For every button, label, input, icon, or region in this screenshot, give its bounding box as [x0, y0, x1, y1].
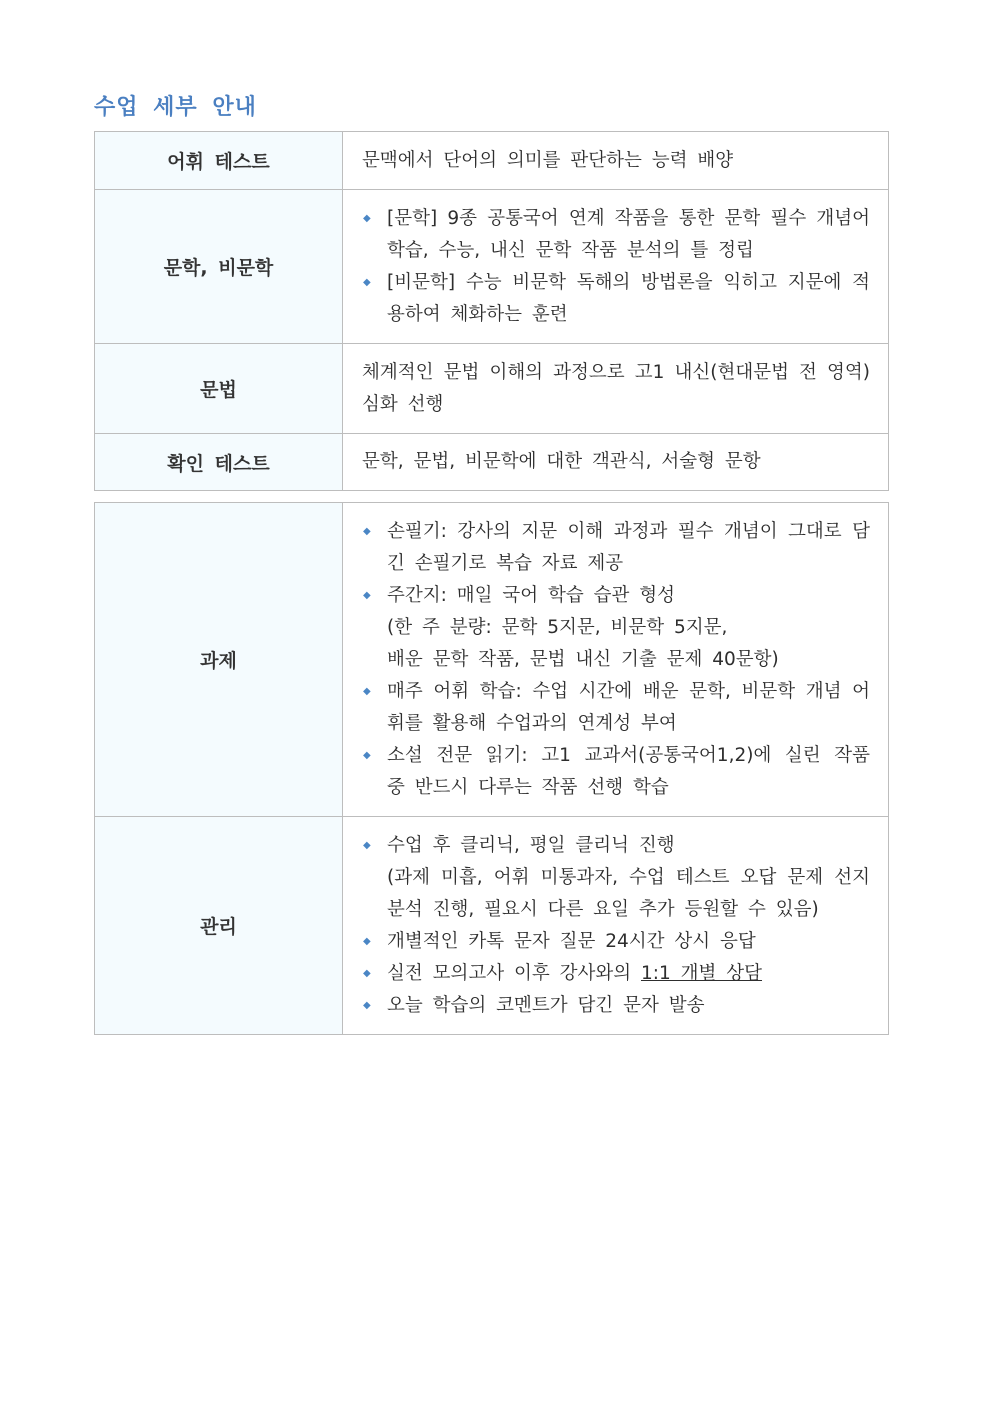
- bullet-text: 손필기: 강사의 지문 이해 과정과 필수 개념이 그대로 담긴 손필기로 복습 자료 제공: [387, 520, 870, 574]
- literature-bullet-list: [362, 203, 870, 331]
- list-item: [362, 580, 870, 676]
- bullet-text: 주간지: 매일 국어 학습 습관 형성: [387, 584, 675, 606]
- list-item: [362, 203, 870, 267]
- diamond-bullet-icon: ◆: [363, 935, 371, 947]
- table-row-literature: [95, 190, 889, 344]
- bullet-text: 실전 모의고사 이후 강사와의: [387, 962, 641, 984]
- row-content-literature: [343, 190, 889, 344]
- diamond-bullet-icon: ◆: [363, 967, 371, 979]
- homework-management-table: [94, 502, 889, 1035]
- list-item: [362, 676, 870, 740]
- row-label-management: 관리: [95, 817, 343, 1035]
- list-item: [362, 990, 870, 1022]
- bullet-text: 매주 어휘 학습: 수업 시간에 배운 문학, 비문학 개념 어휘를 활용해 수업과의 연계성 부여: [387, 680, 870, 734]
- diamond-bullet-icon: ◆: [363, 212, 371, 224]
- bullet-text: 수업 후 클리닉, 평일 클리닉 진행: [387, 834, 675, 856]
- row-content-check-test: 문학, 문법, 비문학에 대한 객관식, 서술형 문항: [343, 434, 889, 491]
- bullet-text: 오늘 학습의 코멘트가 담긴 문자 발송: [387, 994, 705, 1016]
- diamond-bullet-icon: ◆: [363, 999, 371, 1011]
- row-content-vocab-test: 문맥에서 단어의 의미를 판단하는 능력 배양: [343, 132, 889, 190]
- bullet-text: [문학] 9종 공통국어 연계 작품을 통한 문학 필수 개념어 학습, 수능, 내신 문학 작품 분석의 틀 정립: [387, 207, 870, 261]
- table-row-check-test: [95, 434, 889, 491]
- row-label-grammar: 문법: [95, 344, 343, 434]
- bullet-text: [비문학] 수능 비문학 독해의 방법론을 익히고 지문에 적용하여 체화하는 훈련: [387, 271, 870, 325]
- list-item: [362, 740, 870, 804]
- section-title: 수업 세부 안내: [94, 95, 257, 120]
- bullet-subtext: (한 주 분량: 문학 5지문, 비문학 5지문,: [387, 616, 728, 638]
- list-item: [362, 267, 870, 331]
- diamond-bullet-icon: ◆: [363, 276, 371, 288]
- diamond-bullet-icon: ◆: [363, 589, 371, 601]
- table-row-vocab-test: [95, 132, 889, 190]
- row-content-management: [343, 817, 889, 1035]
- table-row-homework: [95, 503, 889, 817]
- class-detail-table: [94, 131, 889, 491]
- row-content-homework: [343, 503, 889, 817]
- diamond-bullet-icon: ◆: [363, 749, 371, 761]
- row-content-grammar: 체계적인 문법 이해의 과정으로 고1 내신(현대문법 전 영역) 심화 선행: [343, 344, 889, 434]
- underlined-consult-text: 1:1 개별 상담: [640, 962, 763, 984]
- row-label-check-test: 확인 테스트: [95, 434, 343, 491]
- diamond-bullet-icon: ◆: [363, 685, 371, 697]
- row-label-vocab-test: 어휘 테스트: [95, 132, 343, 190]
- bullet-text: 소설 전문 읽기: 고1 교과서(공통국어1,2)에 실린 작품 중 반드시 다루는 작품 선행 학습: [387, 744, 870, 798]
- row-label-homework: 과제: [95, 503, 343, 817]
- bullet-subtext: 배운 문학 작품, 문법 내신 기출 문제 40문항): [387, 648, 779, 670]
- bullet-text: 개별적인 카톡 문자 질문 24시간 상시 응답: [387, 930, 756, 952]
- diamond-bullet-icon: ◆: [363, 525, 371, 537]
- table-row-grammar: [95, 344, 889, 434]
- bullet-subtext: (과제 미흡, 어휘 미통과자, 수업 테스트 오답 문제 선지 분석 진행, 필요시 다른 요일 추가 등원할 수 있음): [387, 866, 870, 920]
- table-row-management: [95, 817, 889, 1035]
- list-item: [362, 958, 870, 990]
- diamond-bullet-icon: ◆: [363, 839, 371, 851]
- row-label-literature: 문학, 비문학: [95, 190, 343, 344]
- list-item: [362, 516, 870, 580]
- list-item: [362, 830, 870, 926]
- list-item: [362, 926, 870, 958]
- homework-bullet-list: [362, 516, 870, 804]
- management-bullet-list: [362, 830, 870, 1022]
